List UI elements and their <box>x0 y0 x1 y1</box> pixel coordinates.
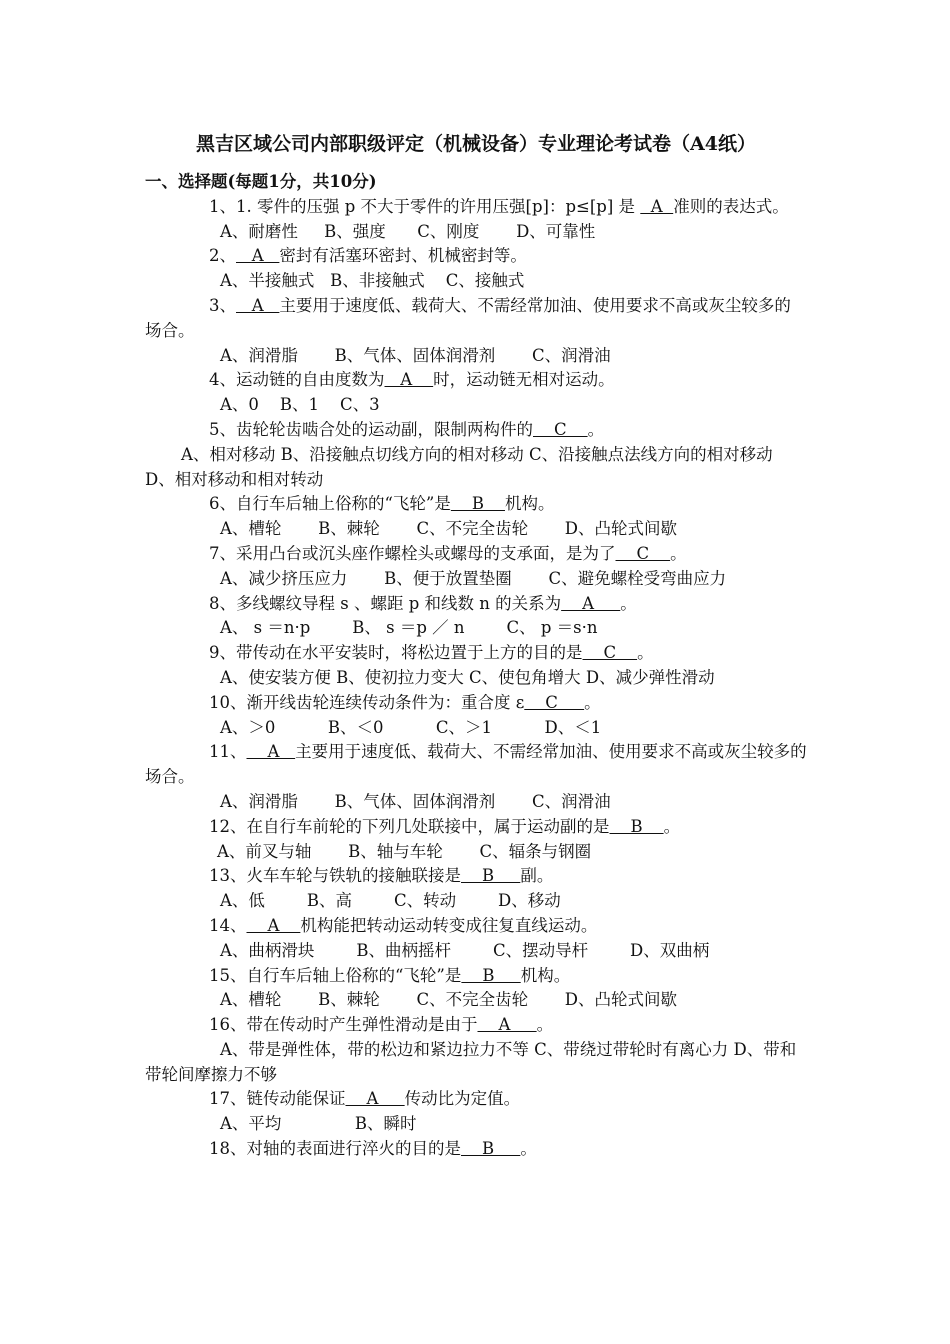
answer-blank: A <box>477 1015 537 1035</box>
question-16: 16、带在传动时产生弹性滑动是由于 A 。 <box>209 1015 554 1035</box>
options-2: A、半接触式 B、非接触式 C、接触式 <box>220 271 525 291</box>
options-15: A、槽轮 B、棘轮 C、不完全齿轮 D、凸轮式间歇 <box>220 990 678 1010</box>
question-9: 9、带传动在水平安装时，将松边置于上方的目的是 C 。 <box>209 643 654 663</box>
answer-blank: C <box>533 419 588 439</box>
answer-blank: A <box>345 1089 405 1109</box>
answer-blank: A <box>246 742 296 762</box>
options-11: A、润滑脂 B、气体、固体润滑剂 C、润滑油 <box>220 791 611 811</box>
question-6: 6、自行车后轴上俗称的“飞轮”是 B 机构。 <box>209 494 555 514</box>
question-11: 11、 A 主要用于速度低、载荷大、不需经常加油、使用要求不高或灰尘较多的场合。 <box>145 742 807 787</box>
options-4: A、0 B、1 C、3 <box>220 395 380 415</box>
question-12: 12、在自行车前轮的下列几处联接中，属于运动副的是 B 。 <box>209 816 681 836</box>
options-7: A、减少挤压应力 B、便于放置垫圈 C、避免螺栓受弯曲应力 <box>220 568 727 588</box>
answer-blank: A <box>384 370 434 390</box>
answer-blank: A <box>561 593 621 613</box>
question-18: 18、对轴的表面进行淬火的目的是 B 。 <box>209 1139 537 1159</box>
question-13: 13、火车车轮与铁轨的接触联接是 B 副。 <box>209 866 554 886</box>
answer-blank: B <box>461 1139 521 1159</box>
question-5: 5、齿轮轮齿啮合处的运动副，限制两构件的 C 。 <box>209 419 605 439</box>
question-17: 17、链传动能保证 A 传动比为定值。 <box>209 1089 521 1109</box>
answer-blank: B <box>461 866 521 886</box>
options-6: A、槽轮 B、棘轮 C、不完全齿轮 D、凸轮式间歇 <box>220 519 678 539</box>
exam-title: 黑吉区域公司内部职级评定（机械设备）专业理论考试卷（A4纸） <box>196 133 756 155</box>
section-heading: 一、选择题(每题1分，共10分) <box>145 172 377 191</box>
answer-blank: A <box>236 295 280 315</box>
options-3: A、润滑脂 B、气体、固体润滑剂 C、润滑油 <box>220 345 611 365</box>
question-7: 7、采用凸台或沉头座作螺栓头或螺母的支承面，是为了 C 。 <box>209 543 687 563</box>
options-14: A、曲柄滑块 B、曲柄摇杆 C、摆动导杆 D、双曲柄 <box>220 940 710 960</box>
question-14: 14、 A 机构能把转动运动转变成往复直线运动。 <box>209 915 598 935</box>
question-15: 15、自行车后轴上俗称的“飞轮”是 B 机构。 <box>209 965 571 985</box>
question-3: 3、 A 主要用于速度低、载荷大、不需经常加油、使用要求不高或灰尘较多的场合。 <box>145 295 791 340</box>
question-8: 8、多线螺纹导程 s 、螺距 p 和线数 n 的关系为 A 。 <box>209 593 637 613</box>
options-10: A、＞0 B、＜0 C、＞1 D、＜1 <box>220 717 602 737</box>
answer-blank: A <box>246 915 301 935</box>
answer-blank: C <box>524 692 585 712</box>
question-1: 1、1. 零件的压强 p 不大于零件的许用压强[p]：p≤[p] 是 A 准则的表达式。 <box>209 196 789 216</box>
options-9: A、使安装方便 B、使初拉力变大 C、使包角增大 D、减少弹性滑动 <box>220 667 715 687</box>
options-5: A、相对移动 B、沿接触点切线方向的相对移动 C、沿接触点法线方向的相对移动 D、相对移动和相对转动 <box>145 444 773 489</box>
answer-blank: A <box>640 196 674 216</box>
options-12: A、前叉与轴 B、轴与车轮 C、辐条与钢圈 <box>217 841 592 861</box>
question-4: 4、运动链的自由度数为 A 时，运动链无相对运动。 <box>209 370 615 390</box>
options-13: A、低 B、高 C、转动 D、移动 <box>220 891 561 911</box>
question-2: 2、 A 密封有活塞环密封、机械密封等。 <box>209 246 527 266</box>
options-1: A、耐磨性 B、强度 C、刚度 D、可靠性 <box>220 221 596 241</box>
answer-blank: A <box>236 246 280 266</box>
answer-blank: B <box>450 494 505 514</box>
question-10: 10、渐开线齿轮连续传动条件为：重合度 ε C 。 <box>209 692 601 712</box>
options-16: A、带是弹性体，带的松边和紧边拉力不等 C、带绕过带轮时有离心力 D、带和带轮间摩擦力不够 <box>145 1039 797 1084</box>
exam-page <box>145 130 807 1162</box>
answer-blank: C <box>615 543 671 563</box>
options-17: A、平均 B、瞬时 <box>220 1114 417 1134</box>
answer-blank: B <box>609 816 664 836</box>
answer-blank: C <box>582 643 638 663</box>
answer-blank: B <box>461 965 521 985</box>
options-8: A、 s ＝n·p B、 s ＝p ／ n C、 p ＝s·n <box>220 618 598 638</box>
